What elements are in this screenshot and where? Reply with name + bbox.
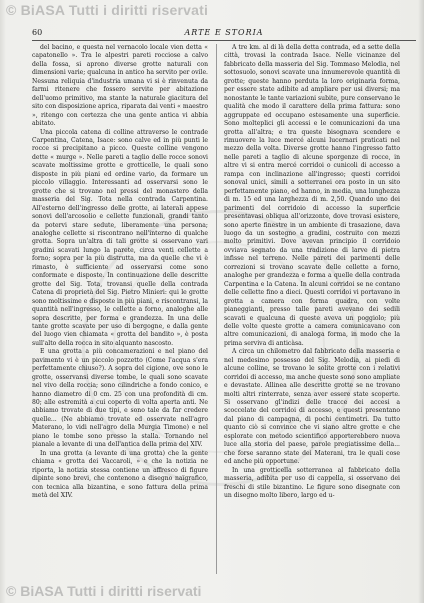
paragraph: del bacino, e questa nel vernacolo locale vien detta « capatonello ». Tra le alpestri pareti rocciose a calvo della fossa, si aprono diverse grotte naturali con dimensioni varie; qualcuna in antico ha servito per ovile. Nessuna reliquia d'industria umana vi si è rinvenuta da farmi ritenere che fossero servite per abitazione dell'uomo primitivo, ma stante la naturale giacitura del sito con disposizione aprica, riparata dai venti « maestro », ritengo con certezza che una gente antica vi abbia abitato. <box>32 44 208 128</box>
paragraph: Una piccola catena di colline attraverso le contrade Carpentina, Catena, Isace: sono calve ed in più punti le rocce si precipitano a picco. Queste colline vengono dette « murge ». Nelle pareti a taglio delle rocce sonovi scavate moltissime grotte e grotticelle, le quali sono disposte in più piani ed ordine vario, da formare un piccolo villaggio. Interessanti ad osservarsi sono le grotte che si trovano nel pressi del monastero della masseria del Sig. Tota nella contrada Carpentina. All'esterno dell'ingresso delle grotte, ai laterali appese sonovi dell'arcosolio e cellette funzionali, grandi tanto da potervi stare sedute, liberamente una persona; analoghe cellette si riscontrano nell'interno di qualche grotta. Sopra un'altra di tali grotte si osservano vari gradini scavati lungo la parete, circa venti cellette a forno; sopra per la più distrutta, ma da quelle che vi è rimasto, è sufficiente ad osservarsi come sono conformate e disposte. In continuazione delle descritte grotte del Sig. Tota, trovansi quelle della contrada Catena di proprietà del Sig. Pietro Minieri: qui le grotte sono moltissime e disposte in più piani, e riscontransi, la quantità nell'ingresso, le cellette a forno, analoghe alle sopra descritte, per forma e grandezza. In una delle tante grotte scavate per uso di bergogne, e dalla gente del luogo vien chiamata « grotta del bandito », è posta sull'alto della rocca in sito alquanto nascosto. <box>32 128 208 347</box>
left-column <box>32 44 208 500</box>
running-title: ARTE E STORIA <box>184 28 264 37</box>
page-header <box>32 28 416 41</box>
column-divider <box>216 44 217 574</box>
page-edge-shadow <box>418 0 424 603</box>
paragraph: A tre km. al di là della detta contrada, ed a sette della città, trovasi la contrada Isace. Nelle vicinanze del fabbricato della masseria del Sig. Tommaso Melodia, nel sottosuolo, sonovi scavate una innumerevole quantità di grotte; queste hanno perduta la loro originaria forma, per essere state adibite ad ampliare per usi diversi; ma nonostante le tante variazioni subite, pure conservano le qualità che modo il carattere della prima fattura: sono aggruppate ed occupano estesamente una superficie. Sono molteplici gli accessi e le comunicazioni da una grotta all'altra; e tra queste bisognava scendere e rimuovere la luce mercé alcuni lucernari praticati nel mezzo della volta. Diverse grotte hanno l'ingresso fatto nelle pareti a taglio di alcune sporgenze di rocce, in altre vi si entra mercé corridoi o cunicoli di accesso a rampa con inclinazione all'ingresso; questi corridoi sonoval unici, simili a sotterranei ora posto in un sito perfettamente piano, ed hanno, in media, una lunghezza di m. 15 ed una larghezza di m. 2,50. Quando uno dei parimenti del corridoio di accesso la superficie presentavasi obliqua all'orizzonte, dove trovasi esistere, sono aperte finestre in un ambiente di trasazione, dava luogo da un sostegno a gradini, costruito con mezzi molto primitivi. Dove avevan principio il corridoio ovviava segnato da una tradizione di larve di pietra infisse nel terreno. Nelle pareti dei parimenti delle correzioni si trovano scavate delle cellette a forno, analoghe per grandezza e forma a quelle della contrada Carpentina e la Catena. In alcuni corridoi se ne contano delle cellette fino a dieci. Questi corridoi vi portavano in grotta a camera con forma quadra, con volte pianeggianti, presso talle pareti avevano dei sedili scavati e qualcuna di queste aveva un poggiolo; più delle volte queste grotte a camera comunicavano con altre comunicazioni, di analoga forma, in modo che la prima serviva di anticàsa. <box>224 44 400 347</box>
paragraph: In una grotta (a levante di una grotta) che la gente chiama « grotta dei Vaccaroli, » e che la notizia ne riporta, la notizia stessa contiene un affresco di figure dipinte sono brevi, che contenono a disegno naïgrafico, con tecnica alla bizantina, e sono fattura della prima metà del XIV. <box>32 449 208 500</box>
paragraph: E una grotta a più concamerazioni e nel piano del pavimento vi è un piccolo pozzetto (Come l'acqua s'era perfettamente chiuso?). A sopra del cigione, ove sono le grotte, osservansi diverse tombe, le quali sono scavate nel vivo della roccia; sono cilindriche a fondo conico, e hanno diametro di 0 cm. 25 con una profondità di cm. 80; alle estremità a cui coperto di volta aperta anti. Ne abbiamo trovate di due tipi, e sono tale da far credere quelle... (Ne abbiamo trovate ed osservate nell'agro Materano, lo vidi nell'agro della Murgia Timone) e nel piano le tombe sono presso la stalla. Tornando nel pianale a levante di una dell'antica della prima del XIV. <box>32 348 208 449</box>
copyright-watermark-top: © BiASA Tutti i diritti riservati <box>6 2 209 18</box>
right-column <box>224 44 400 500</box>
paragraph: A circa un chilometro dal fabbricato della masseria e nel medesimo possesso del Sig. Melodia, ai piedi di alcune colline, se trovano le solite grotte con i relativi corridoi di accesso, ma anche queste sono sono ampliate e devastate. Allinea alle descritte grotte se ne trovano molti altri rinterrate, senza aver essere state scoperte. Si osservano gl'indizi delle tracce dei accesi a scoccelate del corridoi di accesso, e questi presentano dal piano di campagna, di pochi centimetri. Da tutto quanto ciò si convince che vi siano altre grotte e che esplorate con metodo scientifico apporterebbero nuova luce alla storia del paese, parole pregiatissime della... che forse saranno state dei Materani, tra le quali cose ed anche più opportune. <box>224 348 400 466</box>
copyright-watermark-bottom: © BiASA Tutti i diritti riservati <box>6 583 202 599</box>
page-number: 60 <box>32 28 43 37</box>
paragraph: In una grotticella sotterranea al fabbricato della masseria, adibita per uso di cappella, si osservano dei freschi di stile bizantino. Le figure sono disegnate con un disegno molto libero, largo ed u- <box>224 466 400 500</box>
